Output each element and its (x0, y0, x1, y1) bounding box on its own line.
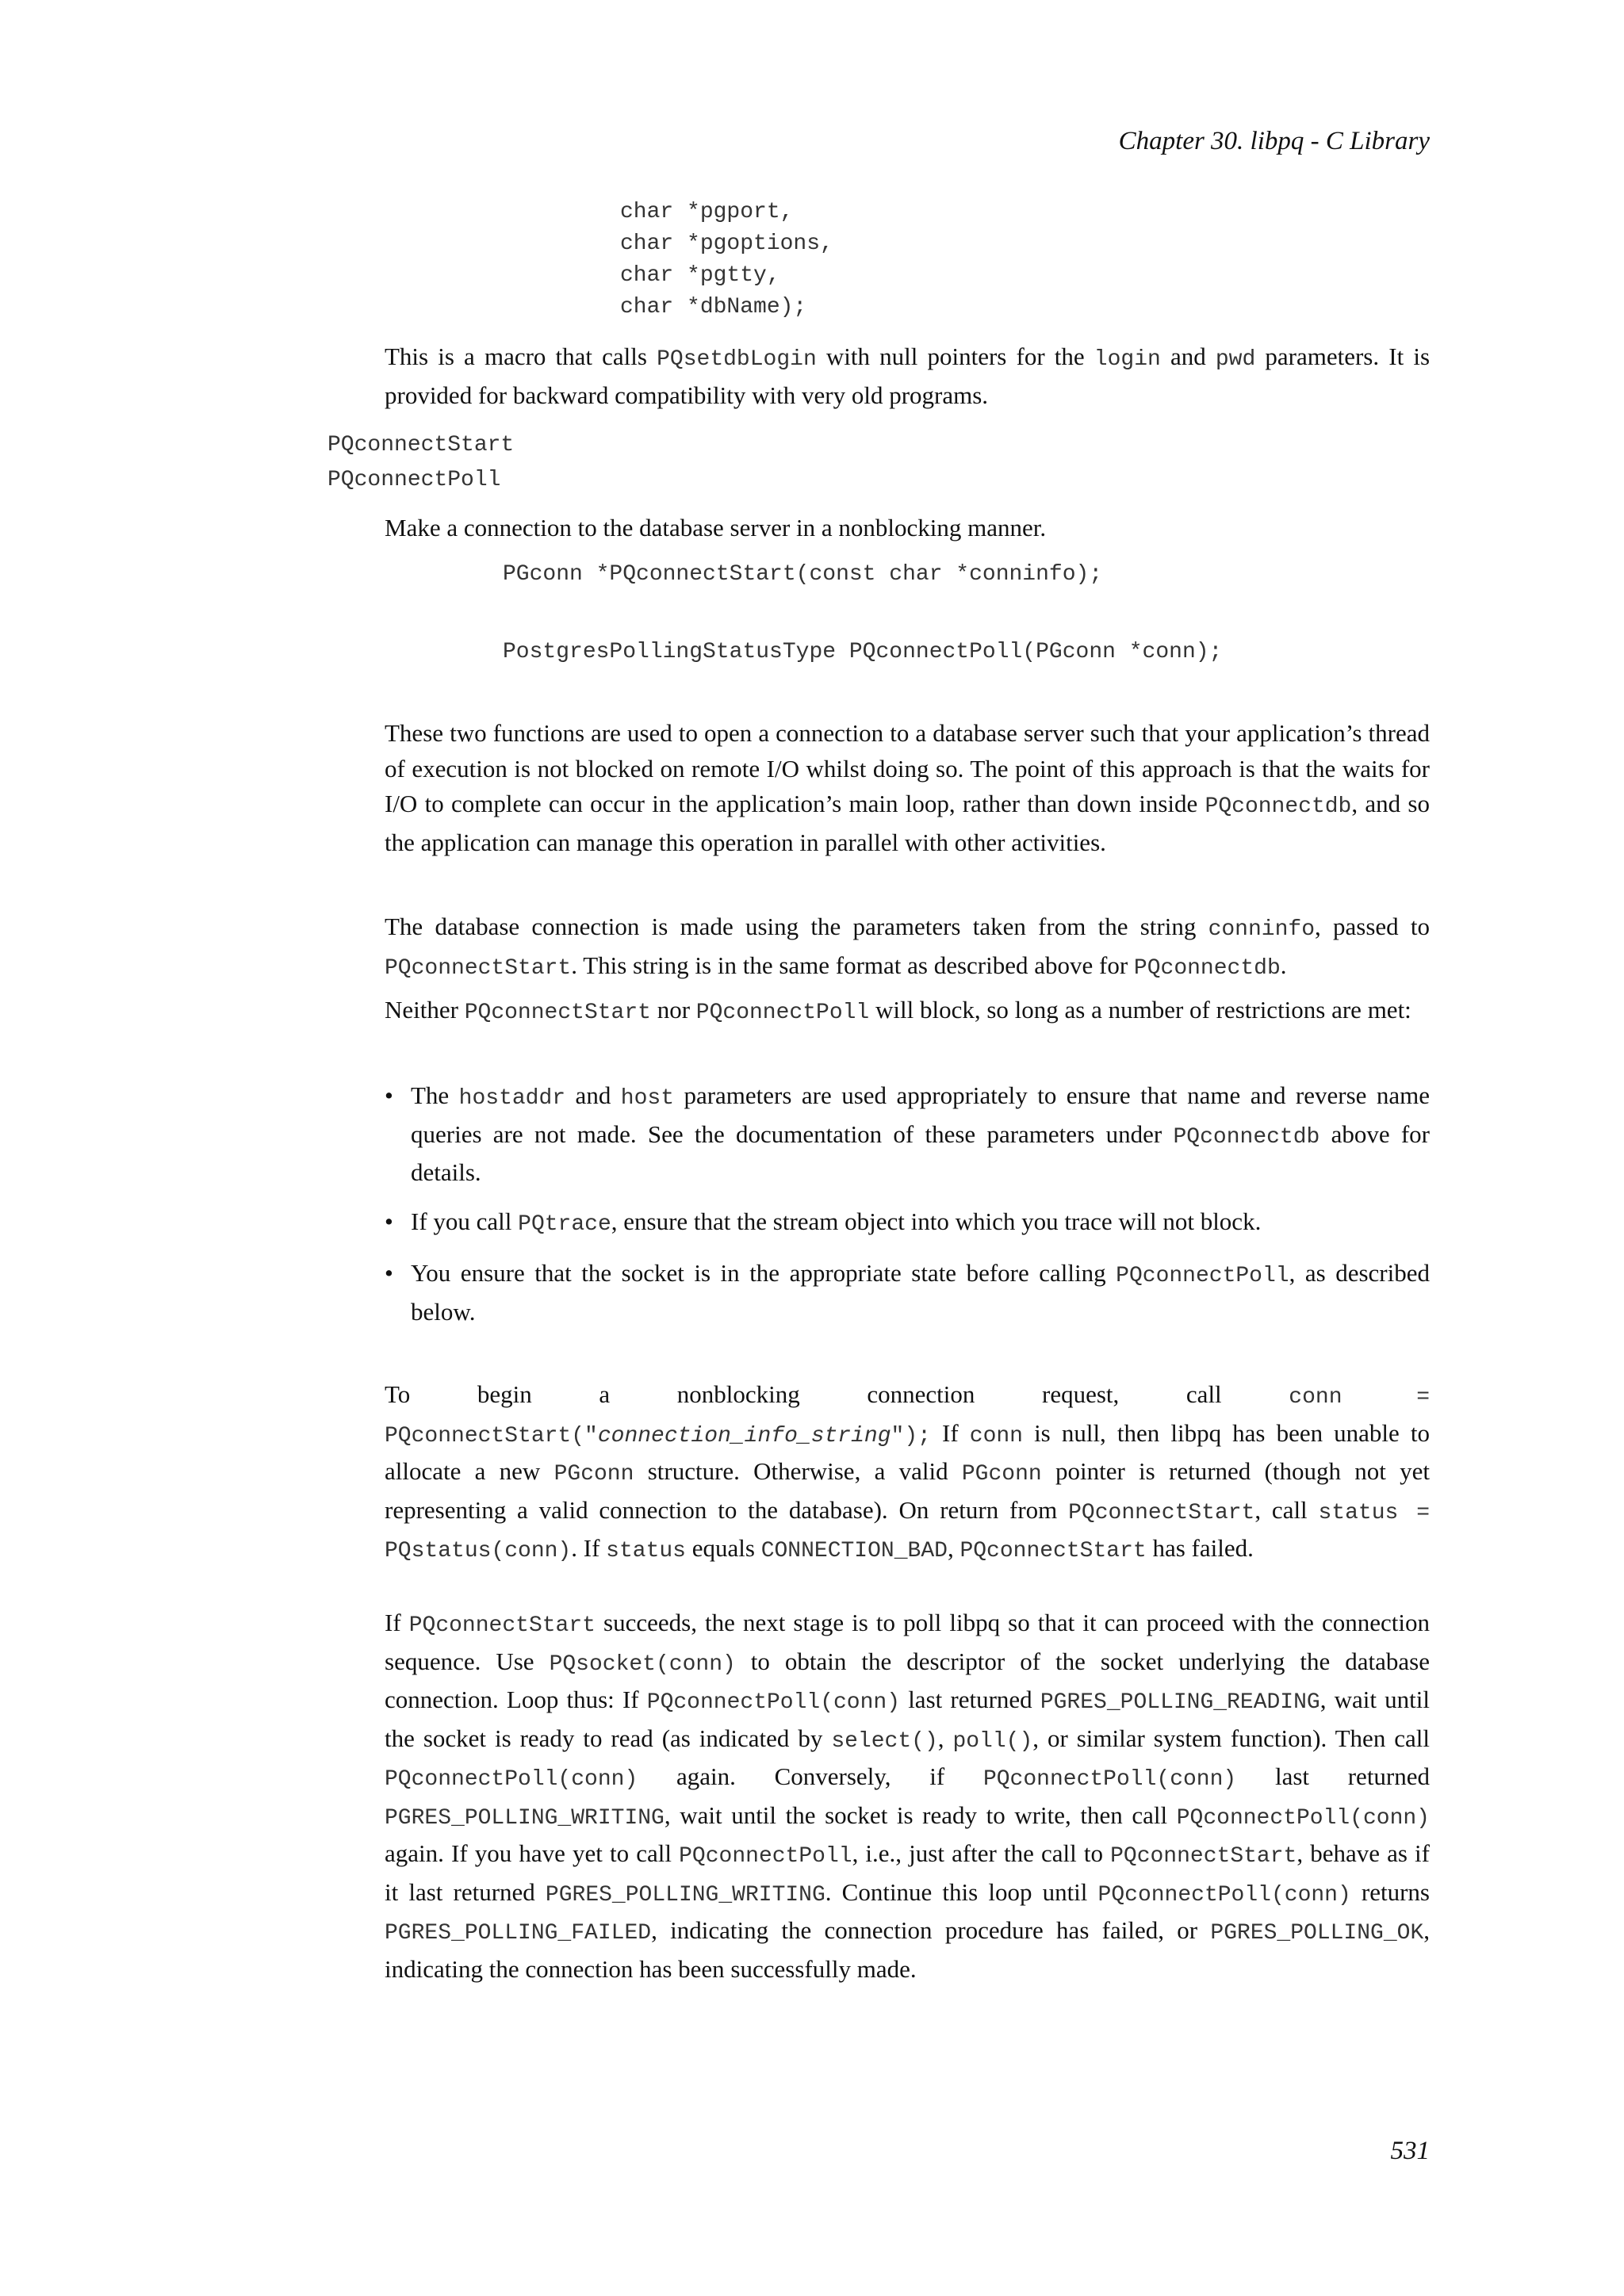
inline-code: hostaddr (458, 1086, 566, 1111)
code-line: char *pgoptions, (620, 232, 833, 256)
inline-code: login (1094, 347, 1161, 372)
inline-code: PQconnectPoll(conn) (1176, 1805, 1430, 1831)
paragraph-neither: Neither PQconnectStart nor PQconnectPoll will block, so long as a number of restrictions are met: (385, 996, 1411, 1025)
inline-code: PQconnectPoll (695, 1001, 870, 1025)
code-block-setdb (620, 197, 833, 323)
code-block-signatures-2 (503, 637, 1222, 668)
paragraph-functions: These two functions are used to open a connection to a database server such that your application’s thread of execution is not blocked on remote I/O whilst doing so. The point of this approach is that the waits for I/O to complete can occur in the application’s main loop, rather than down inside PQconnectdb, and so the application can manage this operation in parallel with other activities. (385, 719, 1430, 856)
page-number: 531 (1390, 2137, 1430, 2165)
inline-code: PQconnectStart (1110, 1844, 1297, 1869)
code-line: PostgresPollingStatusType PQconnectPoll(PGconn *conn); (503, 640, 1223, 664)
inline-code: PQsocket(conn) (549, 1651, 736, 1677)
list-item: • If you call PQtrace, ensure that the stream object into which you trace will not block. (385, 1204, 1430, 1243)
inline-code: PQconnectPoll(conn) (646, 1690, 901, 1715)
inline-code: PQconnectPoll (1116, 1264, 1289, 1288)
inline-code: PQconnectStart (959, 1539, 1147, 1563)
inline-code: PGRES_POLLING_WRITING (545, 1882, 825, 1908)
inline-code: PQconnectPoll(conn) (1097, 1882, 1351, 1908)
inline-code: PQconnectStart (1068, 1500, 1255, 1525)
bullet-dot-icon: • (385, 1259, 393, 1287)
list-item: • You ensure that the socket is in the appropriate state before calling PQconnectPoll, as described below. (385, 1256, 1430, 1330)
code-line: char *dbName); (620, 295, 807, 320)
inline-code: PQconnectStart (408, 1613, 596, 1638)
term-pqconnectstart: PQconnectStart (327, 433, 515, 457)
bullet-dot-icon: • (385, 1081, 393, 1109)
paragraph-macro: This is a macro that calls PQsetdbLogin with null pointers for the login and pwd parameters. It is provided for backward compatibility with very old programs. (385, 342, 1431, 409)
list-item: • The hostaddr and host parameters are used appropriately to ensure that name and reverse name queries are not made. See the documentation of these parameters under PQconnectdb above for details. (385, 1078, 1430, 1191)
inline-code: PQtrace (518, 1211, 611, 1237)
inline-code: PQconnectdb (1133, 955, 1281, 981)
inline-code: CONNECTION_BAD (760, 1539, 948, 1563)
code-line: char *pgport, (620, 200, 794, 224)
inline-code: PGconn (553, 1462, 634, 1487)
inline-code: status (606, 1539, 686, 1563)
inline-code: PQconnectPoll (679, 1844, 852, 1869)
inline-code: PQconnectPoll(conn) (982, 1767, 1237, 1792)
restrictions-list (385, 1078, 1430, 1330)
bullet-dot-icon: • (385, 1207, 393, 1235)
inline-code: PQsetdbLogin (657, 347, 817, 372)
inline-code: PGconn (961, 1462, 1042, 1487)
inline-code: status = PQstatus(conn) (385, 1500, 1430, 1563)
inline-code: PQconnectdb (1205, 794, 1352, 819)
inline-code: conninfo (1208, 917, 1315, 942)
inline-code: PGRES_POLLING_WRITING (385, 1805, 665, 1831)
term-pqconnectpoll: PQconnectPoll (327, 468, 501, 492)
inline-code: poll() (952, 1728, 1033, 1754)
inline-code: host (620, 1086, 674, 1111)
paragraph-begin: To begin a nonblocking connection request, call conn = PQconnectStart("connection_info_string"); If conn is null, then libpq has been unable to allocate a new PGconn structure. Otherwise, a valid PGconn pointer is returned (though not yet representing a valid connection to the database). On return from PQconnectStart, call status = PQstatus(conn). If status equals CONNECTION_BAD, PQconnectStart has failed. (385, 1380, 1431, 1563)
inline-code: PQconnectdb (1173, 1124, 1320, 1150)
inline-code: conn = PQconnectStart("connection_info_string"); (385, 1385, 1430, 1448)
inline-code: PQconnectStart (385, 955, 572, 981)
inline-code: PGRES_POLLING_FAILED (385, 1921, 652, 1946)
inline-code: select() (831, 1728, 938, 1754)
paragraph-intro: Make a connection to the database server in a nonblocking manner. (385, 514, 1047, 541)
inline-code: PQconnectPoll(conn) (385, 1767, 638, 1792)
running-header: Chapter 30. libpq - C Library (1118, 127, 1430, 155)
code-line: PGconn *PQconnectStart(const char *conninfo); (503, 562, 1103, 587)
code-block-signatures (503, 559, 1102, 591)
inline-code: PGRES_POLLING_READING (1040, 1690, 1320, 1715)
paragraph-conninfo: The database connection is made using the parameters taken from the string conninfo, passed to PQconnectStart. This string is in the same format as described above for PQconnectdb. (385, 913, 1431, 981)
inline-code: PGRES_POLLING_OK (1210, 1921, 1424, 1946)
inline-code: PQconnectStart (464, 1001, 651, 1025)
paragraph-poll: If PQconnectStart succeeds, the next stage is to poll libpq so that it can proceed with the connection sequence. Use PQsocket(conn) to obtain the descriptor of the socket underlying the database connection. Loop thus: If PQconnectPoll(conn) last returned PGRES_POLLING_READING, wait until the socket is ready to read (as indicated by select(), poll(), or similar system function). Then call PQconnectPoll(conn) again. Conversely, if PQconnectPoll(conn) last returned PGRES_POLLING_WRITING, wait until the socket is ready to write, then call PQconnectPoll(conn) again. If you have yet to call PQconnectPoll, i.e., just after the call to PQconnectStart, behave as if it last returned PGRES_POLLING_WRITING. Continue this loop until PQconnectPoll(conn) returns PGRES_POLLING_FAILED, indicating the connection procedure has failed, or PGRES_POLLING_OK, indicating the connection has been successfully made. (385, 1609, 1431, 1983)
code-line: char *pgtty, (620, 263, 780, 288)
inline-code: pwd (1215, 347, 1256, 372)
inline-code: conn (969, 1423, 1023, 1448)
